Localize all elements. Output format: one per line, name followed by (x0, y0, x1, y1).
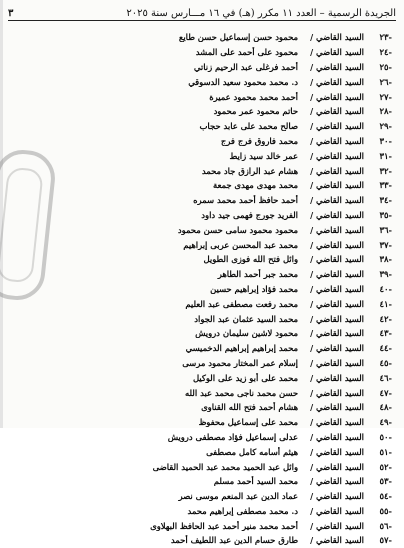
item-number: -٢٣ (379, 32, 392, 43)
item-name: محمد فاروق فرج فرج (220, 135, 298, 146)
item-role: السيد القاضي / (310, 431, 364, 442)
item-number: -٣٩ (379, 269, 392, 280)
item-role: السيد القاضي / (310, 32, 364, 43)
list-item (68, 385, 392, 400)
item-role: السيد القاضي / (310, 476, 364, 487)
item-role: السيد القاضي / (310, 446, 364, 457)
item-name: هيثم أسامه كامل مصطفى (206, 446, 298, 457)
item-number: -٥٢ (379, 461, 392, 472)
item-number: -٢٧ (379, 91, 392, 102)
item-name: وائل فتح الله فوزى الطويل (203, 254, 298, 265)
list-item (68, 296, 392, 311)
item-number: -٤٠ (379, 283, 392, 294)
item-name: طارق حسام الدين عبد اللطيف أحمد (170, 535, 298, 546)
list-item (68, 163, 392, 178)
item-role: السيد القاضي / (310, 239, 364, 250)
item-name: محمد على إسماعيل محفوظ (198, 417, 298, 428)
item-name: محمود محمود سامى حسن محمود (177, 224, 298, 235)
item-role: السيد القاضي / (310, 76, 364, 87)
item-name: صالح محمد على عابد حجاب (199, 121, 298, 132)
list-item (68, 444, 392, 459)
item-role: السيد القاضي / (310, 209, 364, 220)
item-role: السيد القاضي / (310, 417, 364, 428)
item-number: -٥٣ (379, 476, 392, 487)
item-name: وائل عبد الحميد محمد عبد الحميد القاضى (152, 461, 298, 472)
item-name: حاتم محمود عمر محمود (213, 106, 298, 117)
list-item (68, 119, 392, 134)
list-item (68, 237, 392, 252)
list-item (68, 533, 392, 548)
item-role: السيد القاضي / (310, 491, 364, 502)
item-number: -٣٦ (379, 224, 392, 235)
item-number: -٢٦ (379, 76, 392, 87)
list-item (68, 178, 392, 193)
header-title: الجريدة الرسمية – العدد ١١ مكرر (هـ) في ١٦ مـــارس سنة ٢٠٢٥ (126, 7, 396, 19)
item-role: السيد القاضي / (310, 254, 364, 265)
item-role: السيد القاضي / (310, 520, 364, 531)
item-name: أحمد محمد منير أحمد عبد الحافظ البهلاوى (150, 520, 298, 531)
list-item (68, 148, 392, 163)
item-role: السيد القاضي / (310, 121, 364, 132)
item-name: محمد على أبو زيد على الوكيل (192, 372, 298, 383)
item-role: السيد القاضي / (310, 135, 364, 146)
item-name: محمد فؤاد إبراهيم حسين (210, 283, 298, 294)
item-role: السيد القاضي / (310, 357, 364, 368)
stamp-inner-ring (0, 166, 44, 283)
item-role: السيد القاضي / (310, 535, 364, 546)
item-role: السيد القاضي / (310, 298, 364, 309)
list-item (68, 30, 392, 45)
item-name: الفريد جورج فهمى جيد داود (201, 209, 298, 220)
item-name: محمد مهدى مهدى جمعة (212, 180, 298, 191)
item-number: -٥١ (379, 446, 392, 457)
item-number: -٤٧ (379, 387, 392, 398)
item-number: -٤٤ (379, 343, 392, 354)
item-role: السيد القاضي / (310, 195, 364, 206)
item-name: إسلام عمر المختار محمود مرسى (182, 357, 298, 368)
item-number: -٥٧ (379, 535, 392, 546)
item-number: -٣٨ (379, 254, 392, 265)
list-item (68, 326, 392, 341)
item-number: -٣٣ (379, 180, 392, 191)
item-role: السيد القاضي / (310, 313, 364, 324)
item-name: محمد السيد عثمان عبد الجواد (194, 313, 298, 324)
item-role: السيد القاضي / (310, 61, 364, 72)
item-name: محمد جبر أحمد الطاهر (217, 269, 298, 280)
list-item (68, 504, 392, 519)
list-item (68, 370, 392, 385)
item-number: -٣٤ (379, 195, 392, 206)
item-name: د. محمد مصطفى إبراهيم محمد (187, 505, 298, 516)
item-name: أحمد فرغلى عبد الرحيم زناتي (193, 61, 298, 72)
item-role: السيد القاضي / (310, 106, 364, 117)
item-name: محمود حسن إسماعيل حسن طايع (178, 32, 298, 43)
page-header (8, 6, 396, 21)
item-role: السيد القاضي / (310, 343, 364, 354)
list-item (68, 252, 392, 267)
list-item (68, 74, 392, 89)
item-name: هشام أحمد فتح الله القناوى (201, 402, 298, 413)
list-item (68, 134, 392, 149)
item-number: -٤٩ (379, 417, 392, 428)
item-name: هشام عبد الرازق جاد محمد (201, 165, 298, 176)
list-item (68, 267, 392, 282)
item-number: -٣٧ (379, 239, 392, 250)
list-item (68, 430, 392, 445)
item-role: السيد القاضي / (310, 269, 364, 280)
item-role: السيد القاضي / (310, 224, 364, 235)
list-item (68, 474, 392, 489)
list-item (68, 208, 392, 223)
list-item (68, 400, 392, 415)
item-name: محمد رفعت مصطفى عبد العليم (185, 298, 298, 309)
item-number: -٤٢ (379, 313, 392, 324)
list-item (68, 459, 392, 474)
list-item (68, 89, 392, 104)
item-name: محمد إبراهيم إبراهيم الدخميسي (185, 343, 298, 354)
list-item (68, 311, 392, 326)
list-item (68, 104, 392, 119)
item-role: السيد القاضي / (310, 180, 364, 191)
item-number: -٤١ (379, 298, 392, 309)
list-item (68, 60, 392, 75)
item-role: السيد القاضي / (310, 461, 364, 472)
item-number: -٤٦ (379, 372, 392, 383)
item-number: -٤٨ (379, 402, 392, 413)
item-number: -٣١ (379, 150, 392, 161)
item-number: -٢٥ (379, 61, 392, 72)
item-number: -٤٣ (379, 328, 392, 339)
judges-list (68, 30, 392, 548)
item-role: السيد القاضي / (310, 372, 364, 383)
list-item (68, 518, 392, 533)
item-name: حسن محمد ناجى محمد عبد الله (185, 387, 298, 398)
item-name: محمد عبد المحسن عربى إبراهيم (183, 239, 298, 250)
item-number: -٢٩ (379, 121, 392, 132)
item-name: محمد السيد أحمد مسلم (213, 476, 298, 487)
list-item (68, 415, 392, 430)
item-number: -٥٤ (379, 491, 392, 502)
item-role: السيد القاضي / (310, 283, 364, 294)
list-item (68, 45, 392, 60)
item-role: السيد القاضي / (310, 47, 364, 58)
item-name: محمود على أحمد على المشد (195, 47, 298, 58)
item-number: -٥٦ (379, 520, 392, 531)
item-number: -٢٤ (379, 47, 392, 58)
item-role: السيد القاضي / (310, 402, 364, 413)
item-role: السيد القاضي / (310, 91, 364, 102)
list-item (68, 193, 392, 208)
list-item (68, 356, 392, 371)
item-number: -٤٥ (379, 357, 392, 368)
item-role: السيد القاضي / (310, 387, 364, 398)
item-role: السيد القاضي / (310, 328, 364, 339)
item-number: -٣٠ (379, 135, 392, 146)
item-number: -٥٥ (379, 505, 392, 516)
item-name: عمر خالد سيد زايط (229, 150, 298, 161)
item-name: محمود لاشين سليمان درويش (195, 328, 298, 339)
item-role: السيد القاضي / (310, 150, 364, 161)
item-name: أحمد حافظ أحمد محمد سمره (193, 195, 298, 206)
page-number: ٣ (8, 7, 14, 19)
list-item (68, 489, 392, 504)
item-role: السيد القاضي / (310, 505, 364, 516)
stamp-watermark (0, 147, 58, 302)
item-name: عماد الدين عبد المنعم موسى نصر (178, 491, 298, 502)
item-number: -٣٢ (379, 165, 392, 176)
item-name: د. محمد محمود سعيد الدسوقي (188, 76, 298, 87)
list-item (68, 222, 392, 237)
item-number: -٢٨ (379, 106, 392, 117)
list-item (68, 341, 392, 356)
item-name: أحمد محمد محمود عميرة (209, 91, 298, 102)
item-number: -٥٠ (379, 431, 392, 442)
list-item (68, 282, 392, 297)
item-role: السيد القاضي / (310, 165, 364, 176)
item-number: -٣٥ (379, 209, 392, 220)
item-name: عدلى إسماعيل فؤاد مصطفى درويش (167, 431, 298, 442)
